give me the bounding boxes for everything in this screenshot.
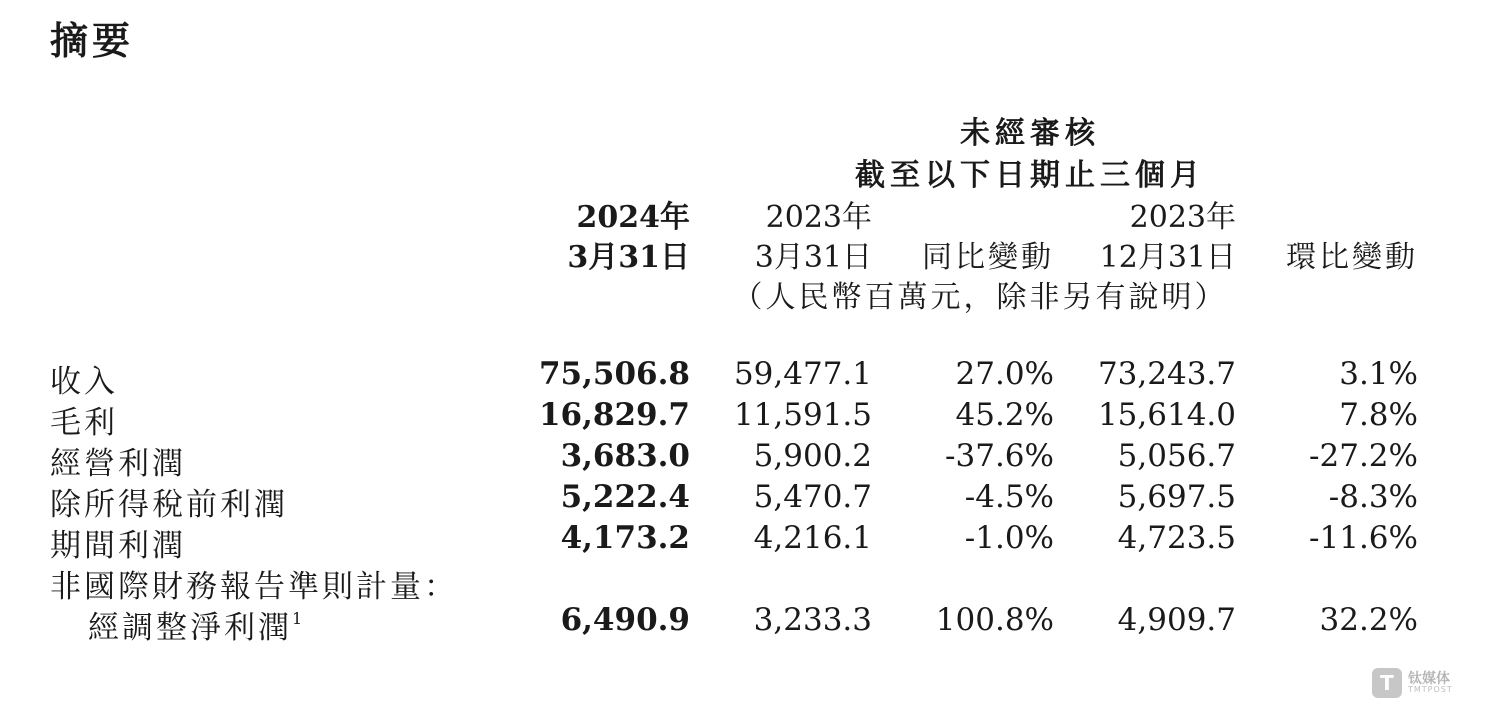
cell-value: 11,591.5 [733,397,872,433]
cell-value: -37.6% [945,438,1054,474]
footnote-marker: 1 [292,609,303,628]
tmtpost-logo-icon: T [1372,668,1402,698]
cell-value: 15,614.0 [1097,397,1236,433]
cell-value: 4,909.7 [1117,602,1236,638]
col-header-year-2: 2023年 [765,200,872,235]
col-header-year-4: 2023年 [1129,200,1236,235]
col-header-date-2: 3月31日 [754,240,872,275]
cell-value: 5,470.7 [753,479,872,515]
cell-value: -27.2% [1309,438,1418,474]
row-label: 收入 [50,364,118,400]
cell-value: 73,243.7 [1097,356,1236,392]
col-header-date-1: 3月31日 [567,240,690,275]
cell-value: 16,829.7 [538,397,690,433]
row-label: 經營利潤 [50,446,186,482]
table-row [0,520,1492,562]
cell-value: 32.2% [1319,602,1418,638]
table-row [0,438,1492,480]
cell-value: 5,697.5 [1117,479,1236,515]
cell-value: 3,233.3 [753,602,872,638]
col-header-yoy: 同比變動 [922,240,1054,275]
table-row-section-header [0,561,1492,603]
section-label: 非國際財務報告準則計量： [50,569,458,605]
unit-note: （人民幣百萬元，除非另有說明） [732,280,1228,315]
page-title: 摘要 [50,19,135,63]
cell-value: -1.0% [964,520,1054,556]
watermark-text [1408,672,1453,694]
cell-value: 5,222.4 [560,479,690,515]
cell-value: 4,173.2 [560,520,690,556]
cell-value: 100.8% [935,602,1054,638]
table-row [0,479,1492,521]
cell-value: 75,506.8 [538,356,690,392]
watermark [1372,668,1453,698]
header-period: 截至以下日期止三個月 [855,158,1205,193]
cell-value: 6,490.9 [560,602,690,638]
table-row [0,602,1492,644]
cell-value: -11.6% [1309,520,1418,556]
cell-value: 3.1% [1339,356,1418,392]
watermark-cn: 钛媒体 [1408,671,1450,687]
cell-value: 45.2% [955,397,1054,433]
cell-value: 5,900.2 [753,438,872,474]
col-header-qoq: 環比變動 [1286,240,1418,275]
row-label: 期間利潤 [50,528,186,564]
row-label: 除所得稅前利潤 [50,487,288,523]
row-label-with-footnote [88,602,302,647]
cell-value: 27.0% [955,356,1054,392]
table-row [0,397,1492,439]
cell-value: 4,723.5 [1117,520,1236,556]
col-header-year-1: 2024年 [576,200,690,235]
cell-value: -8.3% [1328,479,1418,515]
cell-value: 59,477.1 [733,356,872,392]
cell-value: -4.5% [964,479,1054,515]
cell-value: 4,216.1 [753,520,872,556]
row-label: 毛利 [50,405,118,441]
col-header-date-4: 12月31日 [1099,240,1236,275]
watermark-en: TMTPOST [1408,685,1453,694]
cell-value: 5,056.7 [1117,438,1236,474]
cell-value: 7.8% [1339,397,1418,433]
header-audit-status: 未經審核 [960,116,1100,151]
row-label: 經調整淨利潤 [88,610,292,646]
table-row [0,356,1492,398]
cell-value: 3,683.0 [560,438,690,474]
